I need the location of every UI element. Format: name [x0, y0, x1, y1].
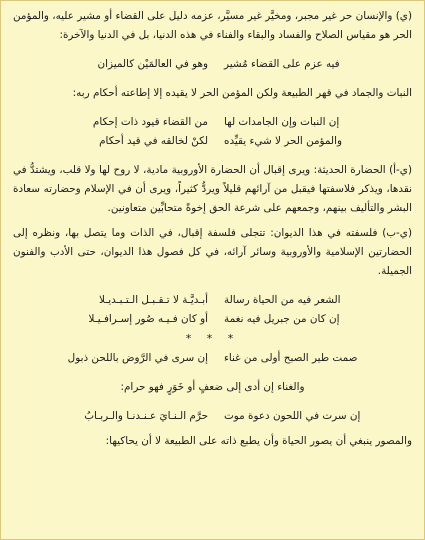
- verse-hemistich-first: صمت طير الصبح أولى من غناء: [224, 352, 358, 364]
- verse-hemistich-second: حرَّم الـنـايَ عـنـدنـا والـربـابُ: [84, 410, 208, 422]
- verse-couplet-3: [13, 132, 412, 151]
- paragraph-diwan-philosophy: (ي-ب) فلسفته في هذا الديوان: تتجلى فلسفة إقبال، في الذات وما يتصل بها، ونظره إلى الحضارتين الإسلامية والأوروبية وسائر آرائه، في كل فصول هذا الديوان، حتى الأدب والفنون الجميلة.: [13, 227, 412, 277]
- verse-hemistich-second: وهو في العالمَيْن كالميزان: [97, 58, 208, 70]
- verse-couplet-5: [13, 310, 412, 329]
- verse-hemistich-first: الشعر فيه من الحياة رسالة: [224, 294, 341, 306]
- verse-couplet-4: [13, 291, 412, 310]
- verse-couplet-7: [13, 407, 412, 426]
- verse-hemistich-second: أو كان فـيـه صُور إسـرافـيـلا: [88, 313, 208, 325]
- paragraph-human-freedom: (ي) والإنسان حر غير مجبر، ومخيَّر غير مسيَّر، عزمه دليل على القضاء أو مشير عليه، والمؤمن الحر هو مقياس الصلاح والفساد والبقاء والفناء في هذه الدنيا، بل في الدنيا والآخرة:: [13, 10, 412, 41]
- section-separator-stars: * * *: [185, 332, 240, 345]
- verse-couplet-1: [13, 55, 412, 74]
- line-singing-ruling: والغناء إن أدى إلى ضعفٍ أو خَوَرٍ فهو حرام:: [120, 381, 305, 393]
- verse-hemistich-second: من القضاء قيود ذات إحكام: [92, 116, 208, 128]
- verse-hemistich-second: إن سرى في الرَّوض باللحن ذبول: [67, 352, 208, 364]
- paragraph-plants-minerals: النبات والجماد في قهر الطبيعة ولكن المؤمن الحر لا يقيده إلا إطاعته أحكام ربه:: [72, 87, 412, 99]
- verse-couplet-6: [13, 349, 412, 368]
- verse-couplet-2: [13, 113, 412, 132]
- paragraph-modern-civilization: (ي-أ) الحضارة الحديثة: ويرى إقبال أن الحضارة الأوروبية مادية، لا روح لها ولا قلب، ويشتدُّ في نقدها، ويذكر فلاسفتها فيقبل من آرائهم قليلاً ويردُّ كثيراً، ويرى أن في الإسلام وحضارته سعادة البشر والتأليف بينهم، وجمعهم على شرعة الحق إخوةً متحابِّين متعاونين.: [13, 164, 412, 214]
- verse-hemistich-first: إن النبات وإن الجامدات لها: [224, 116, 340, 128]
- verse-hemistich-first: إن سرت في اللحون دعوة موت: [224, 410, 361, 422]
- verse-hemistich-second: لكنْ لخالقه في قيد أحكام: [99, 135, 208, 147]
- verse-hemistich-first: فيه عزم على القضاء مُشير: [224, 58, 340, 70]
- paragraph-painter: والمصور ينبغي أن يصور الحياة وأن يطبع ذاته على الطبيعة لا أن يحاكيها:: [105, 435, 412, 447]
- verse-hemistich-second: أبـديَّـة لا تـقـبـل الـتـبـديـلا: [99, 294, 208, 306]
- verse-hemistich-first: والمؤمن الحر لا شيء يقيِّده: [224, 135, 342, 147]
- verse-hemistich-first: إن كان من جبريل فيه نغمة: [224, 313, 340, 325]
